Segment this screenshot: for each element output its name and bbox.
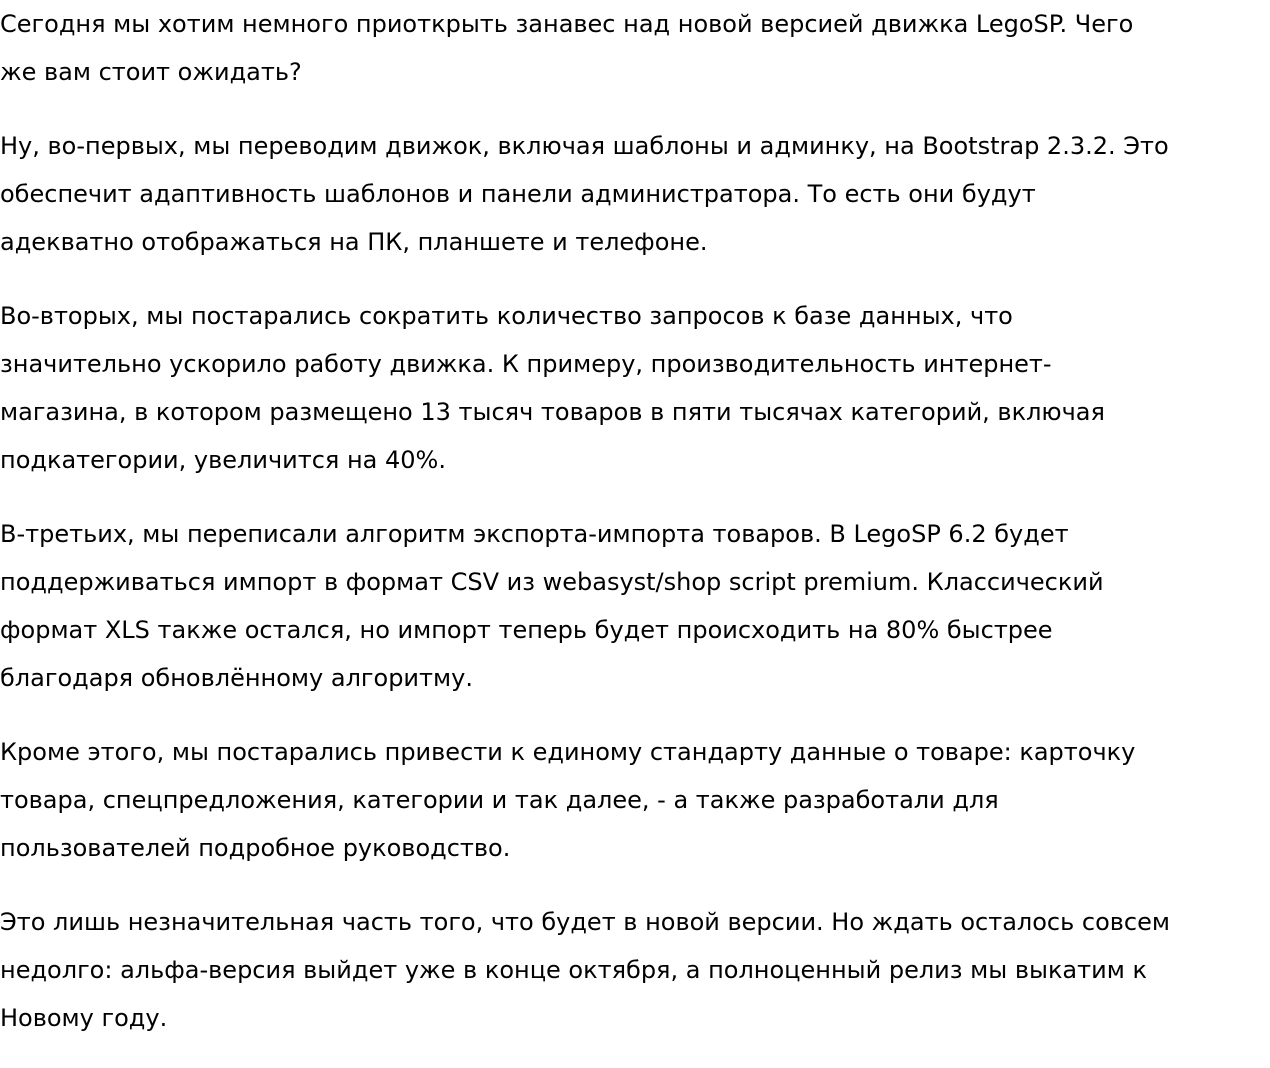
paragraph-standard: Кроме этого, мы постарались привести к единому стандарту данные о товаре: карточку товара, спецпредложения, категории и так далее, - а также разработали для пользователей подробное руководство. — [0, 738, 1136, 862]
paragraph-intro: Сегодня мы хотим немного приоткрыть занавес над новой версией движка LegoSP. Чего же вам стоит ожидать? — [0, 10, 1134, 86]
paragraph-export-import: В-третьих, мы переписали алгоритм экспорта-импорта товаров. В LegoSP 6.2 будет поддерживаться импорт в формат CSV из webasyst/shop script premium. Классический формат XLS также остался, но импорт теперь будет происходить на 80% быстрее благодаря обновлённому алгоритму. — [0, 520, 1104, 692]
paragraph-bootstrap: Ну, во-первых, мы переводим движок, включая шаблоны и админку, на Bootstrap 2.3.2. Это обеспечит адаптивность шаблонов и панели администратора. То есть они будут адекватно отображаться на ПК, планшете и телефоне. — [0, 132, 1169, 256]
paragraph-release: Это лишь незначительная часть того, что будет в новой версии. Но ждать осталось совсем недолго: альфа-версия выйдет уже в конце октября, а полноценный релиз мы выкатим к Новому году. — [0, 908, 1170, 1032]
paragraph-database: Во-вторых, мы постарались сократить количество запросов к базе данных, что значительно ускорило работу движка. К примеру, производительность интернет- магазина, в котором размещено 13 тысяч товаров в пяти тысячах категорий, включая подкатегории, увеличится на 40%. — [0, 302, 1105, 474]
